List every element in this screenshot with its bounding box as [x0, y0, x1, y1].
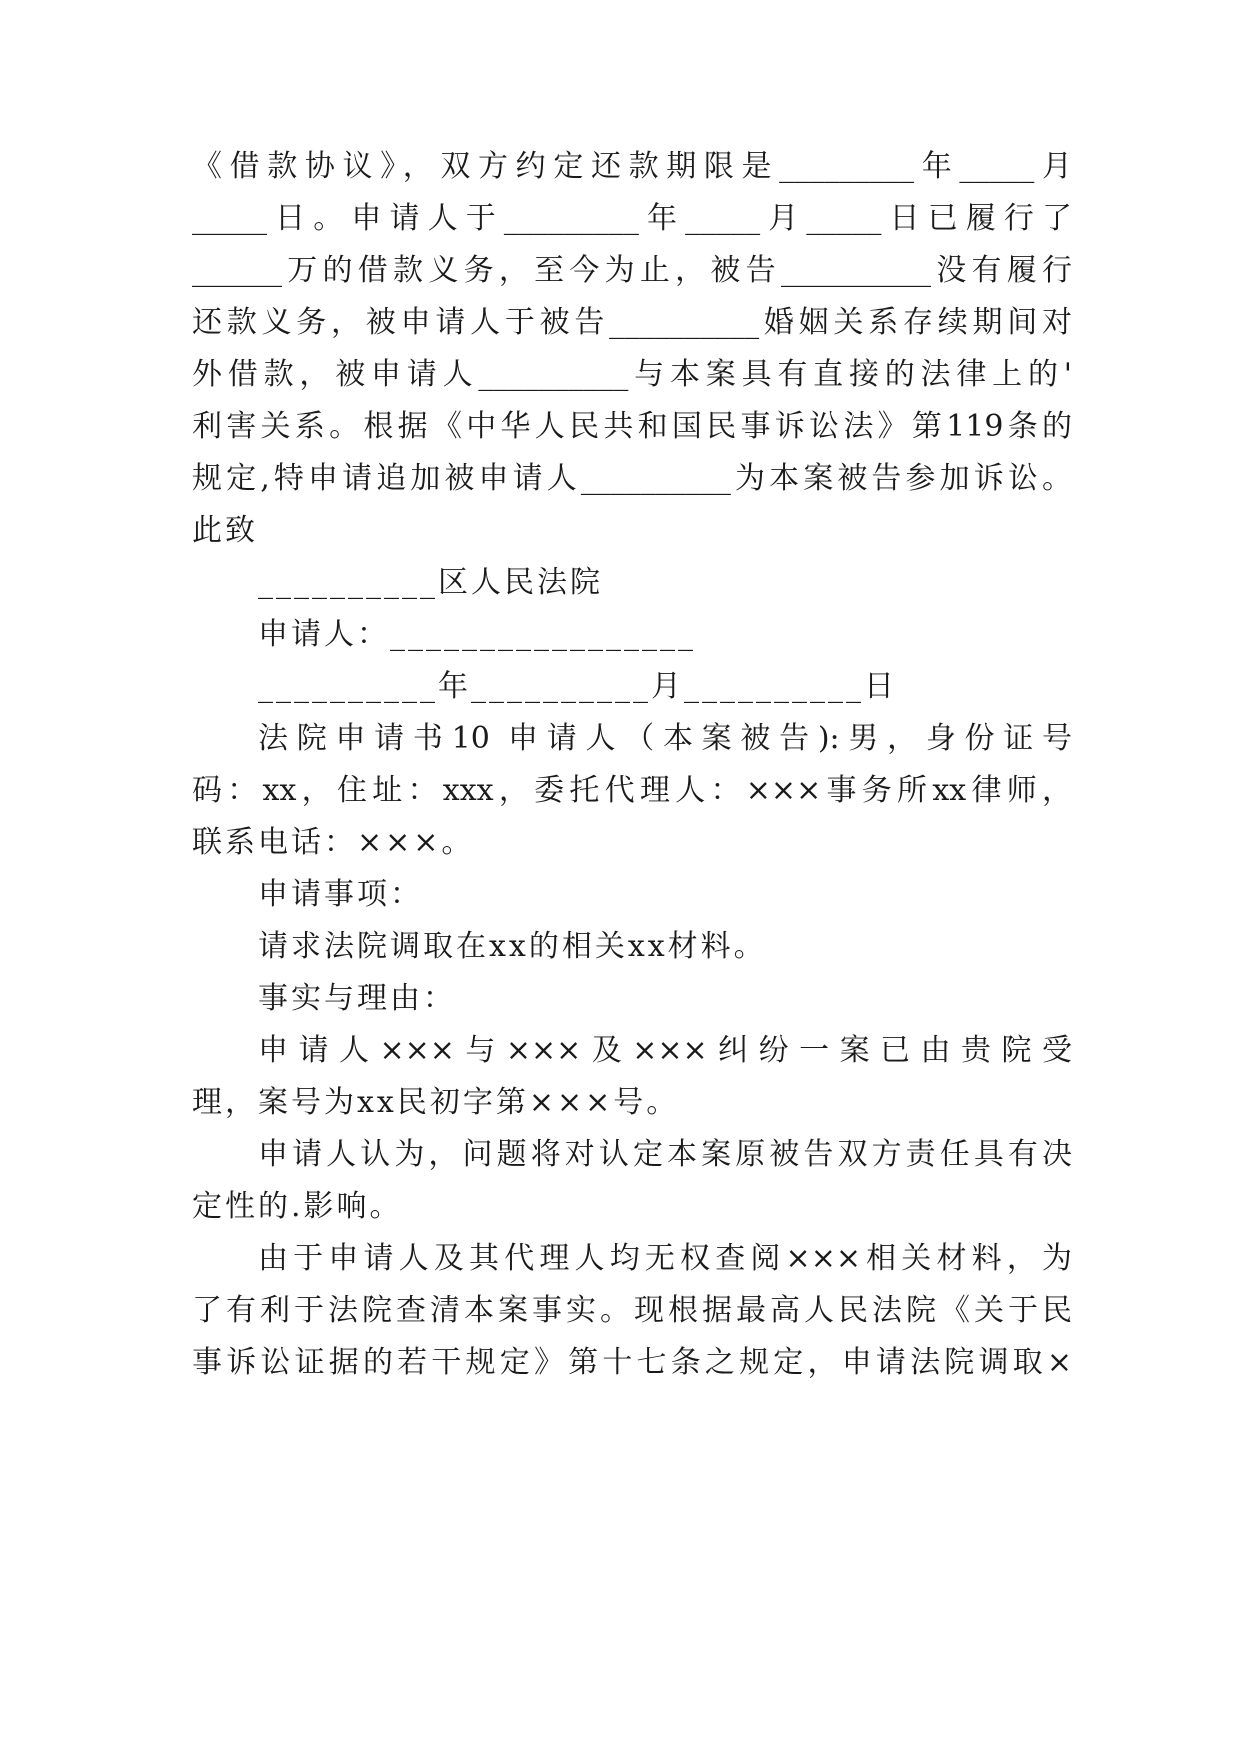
text-line: 联系电话：×××。 — [192, 825, 475, 860]
text-line: _____日。申请人于_________年_____月_____日已履行了 — [192, 201, 1072, 236]
text-line: 还款义务，被申请人于被告__________婚姻关系存续期间对 — [192, 305, 1072, 340]
text-line: 请求法院调取在xx的相关xx材料。 — [258, 929, 767, 964]
date-line: __________年__________月__________日 — [258, 669, 897, 704]
text-line: 此致 — [192, 513, 258, 548]
section-heading: 事实与理由： — [258, 981, 456, 1016]
text-line: 规定,特申请追加被申请人__________为本案被告参加诉讼。 — [192, 461, 1072, 496]
text-line: 申请人认为，问题将对认定本案原被告双方责任具有决 — [258, 1137, 1072, 1172]
text-line: 事诉讼证据的若干规定》第十七条之规定，申请法院调取× — [192, 1345, 1072, 1380]
text-line: ______万的借款义务，至今为止，被告__________没有履行 — [192, 253, 1072, 288]
text-line: 外借款，被申请人__________与本案具有直接的法律上的' — [192, 357, 1072, 392]
text-line: 申请人×××与×××及×××纠纷一案已由贵院受 — [258, 1033, 1072, 1068]
text-line: 由于申请人及其代理人均无权查阅×××相关材料，为 — [258, 1241, 1072, 1276]
section-heading: 申请事项： — [258, 877, 423, 912]
applicant-signature-line: 申请人：_________________ — [258, 617, 696, 652]
text-line: 法院申请书10 申请人（本案被告):男，身份证号 — [258, 721, 1072, 756]
text-line: 了有利于法院查清本案事实。现根据最高人民法院《关于民 — [192, 1293, 1072, 1328]
court-name-line: __________区人民法院 — [258, 565, 603, 600]
text-line: 理，案号为xx民初字第×××号。 — [192, 1085, 680, 1120]
text-line: 定性的.影响。 — [192, 1189, 403, 1224]
text-line: 利害关系。根据《中华人民共和国民事诉讼法》第119条的 — [192, 409, 1072, 444]
text-line: 《借款协议》，双方约定还款期限是_________年_____月 — [192, 149, 1072, 184]
text-line: 码：xx，住址：xxx，委托代理人：×××事务所xx律师， — [192, 773, 1072, 808]
